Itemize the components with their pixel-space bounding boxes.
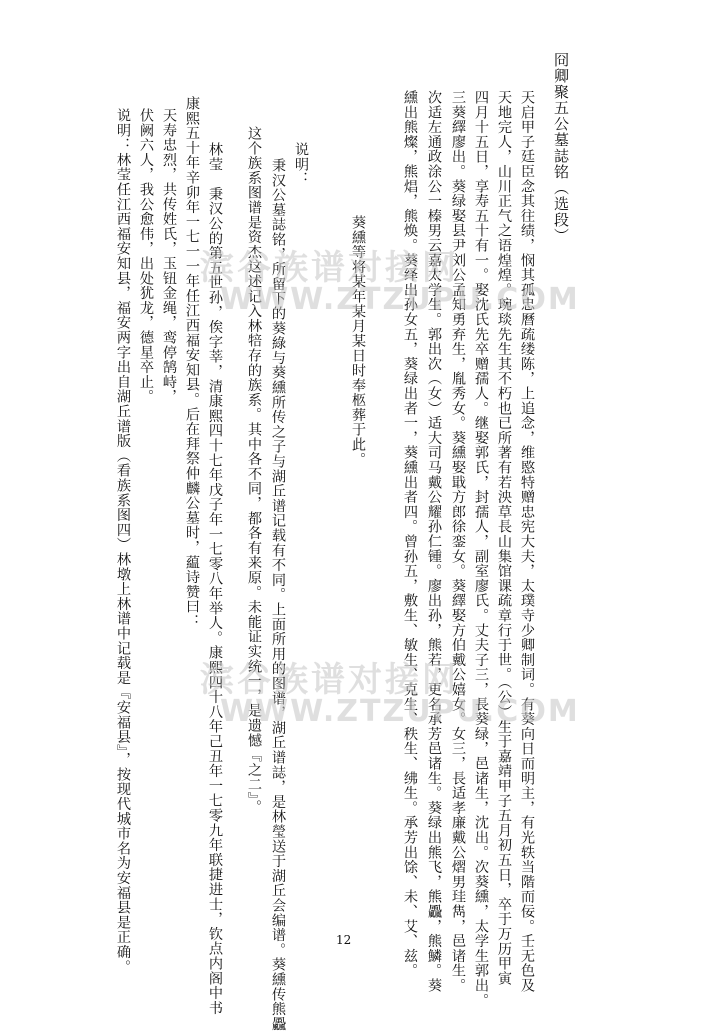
page-number: 12 xyxy=(336,933,352,947)
poem-column-1: 天寿忠烈，共传姓氏，玉钮金绳，鸾停鹄峙， xyxy=(161,108,177,404)
poem-column-2: 伏阙六人，我公愈伟，出处犹龙，德星卒止。 xyxy=(138,108,154,404)
watermark-text-lower: 滨谷族谱对接网 xyxy=(200,660,459,700)
note2-column-1: 林莹 秉汉公的第五世孙，俟字莘，清康熙四十七年戊子年一七零八年举人。康熙四十八年己丑年一七零九年联捷进士，钦点内阁中书 xyxy=(207,142,223,1016)
document-title: 冏卿聚五公墓誌铭（选段） xyxy=(552,52,570,244)
epitaph-column-5: 次适左通政涂公一榛男云嘉太学生。郭出次（女）适大司马戴公耀孙仁锺。廖出孙，熊若，更名承芳邑诸生。葵绿出熊飞，熊飍，熊鱗。葵 xyxy=(426,90,442,993)
note1-column-2: 这个族系图谱是资杰这述记入林犃存的族系。其中各不同，都各有来原。未能证实统一，是遗憾『之二』。 xyxy=(246,126,262,815)
watermark-url-lower: WWW.ZTZUPU.COM xyxy=(220,694,580,729)
epitaph-column-4: 三葵繹廖出。葵绿娶县尹刘公孟知勇弃生，胤秀女。葵纁娶戢方郎徐銮女。葵繹娶方伯戴公嬉女。女三，長适孝廉戴公熠男珪雋，邑诸生。 xyxy=(450,90,466,993)
watermark-text-upper: 滨谷族谱对接网 xyxy=(200,248,459,288)
note3-column: 说明：林莹任江西福安知县，福安两字出自湖丘谱版（看族系图四）林墩上林谱中记载是『安福县』，按现代城市名为安福县是正确。 xyxy=(115,108,131,975)
epitaph-column-7: 葵纁等将某年某月某日时奉柩葬于此。 xyxy=(350,215,366,467)
note1-column-1: 秉汉公墓誌铭，所留下的葵綠与葵纁所传之子与湖丘谱记载有不同。上面所用的图谱，湖丘谱誌，是林瑩送于湖丘会编谱。葵纁传熊飍 xyxy=(270,158,286,1031)
epitaph-column-1: 天启甲子廷臣念其往绩，悯其孤忠曆疏缕陈，上追念，维愍特赠忠宪大夫，太璞寺少卿制词。有葵向日而明主，有光轶当階而佞。壬无色及 xyxy=(519,90,535,993)
note2-column-2: 康熙五十年辛卯年一七一一年任江西福安知县。后在拜祭仲麟公墓时，藴诗赞曰： xyxy=(184,96,200,629)
epitaph-column-3: 四月十五日，享寿五十有一。娶沈氏先卒赠孺人。继娶郭氏，封孺人，副室廖氏。丈夫子三，長葵绿，邑诸生，沈出。次葵纁，太学生郭出。 xyxy=(473,90,489,1008)
epitaph-column-6: 纁出熊燦，熊焻，熊焕。葵绎出孙女五，葵绿出者一，葵纁出者四。曾孙五，敷生、敏生、克生、秩生、绋生。承芳出馀、未、艾、兹。 xyxy=(402,90,418,978)
note1-label: 说明： xyxy=(293,142,309,187)
epitaph-column-2: 天地完人，山川正气之语煌煌。琬琰先生其不朽也已所著有若泱草長山集馆课疏章行于世。（公）生于嘉靖甲子五月初五日，卒于万历甲寅 xyxy=(496,90,512,986)
watermark-url-upper: WWW.ZTZUPU.COM xyxy=(220,282,580,317)
